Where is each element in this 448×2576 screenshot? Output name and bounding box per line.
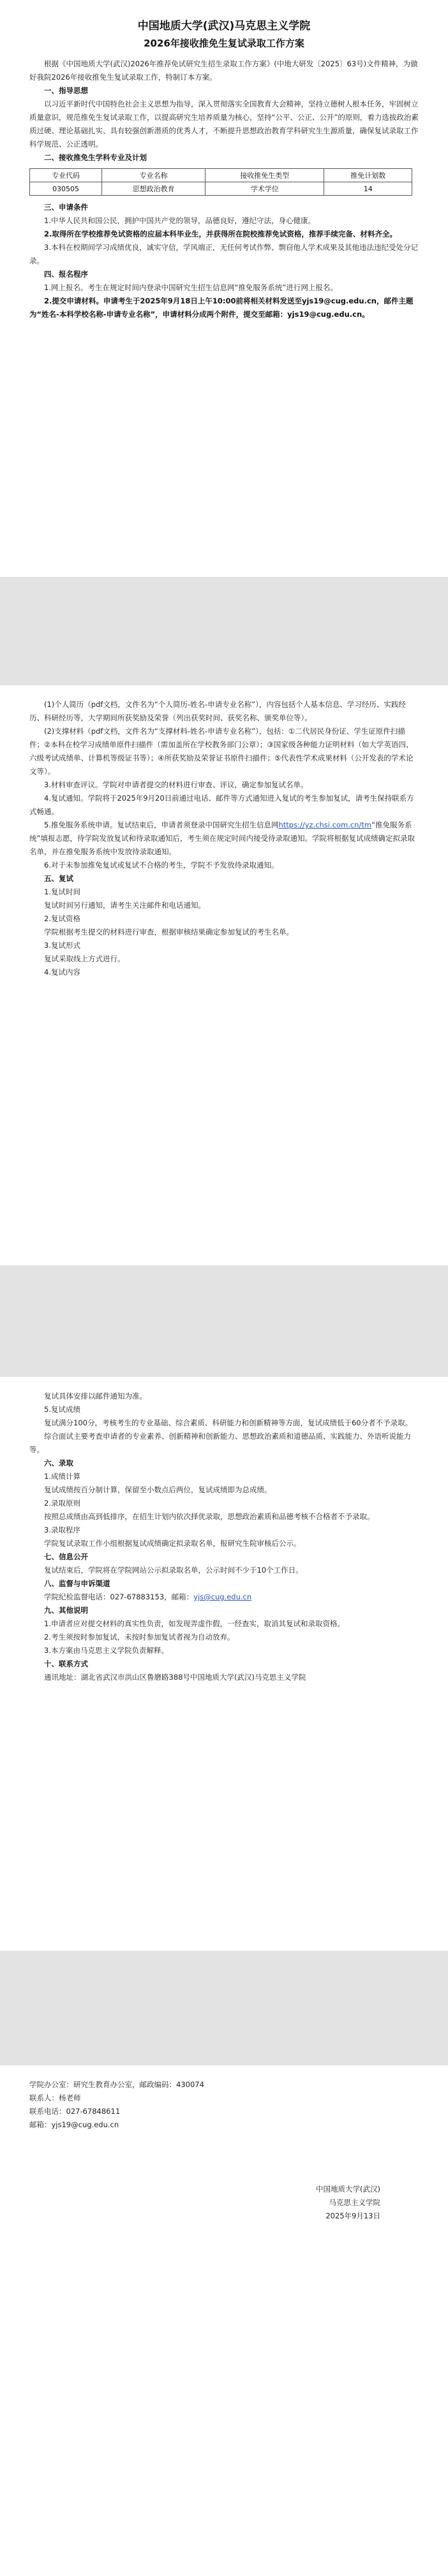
table-cell: 学术学位 [205, 182, 324, 196]
table-header-cell: 专业名称 [102, 169, 205, 182]
subheading-exam-content: 4.复试内容 [44, 968, 80, 977]
document-subtitle: 2026年接收推免生复试录取工作方案 [144, 38, 304, 49]
enrollment-plan-table [29, 168, 412, 196]
subheading-admission-procedure: 3.录取程序 [44, 1525, 80, 1534]
chsi-link[interactable]: https://yz.chsi.com.cn/tm [278, 820, 372, 829]
section-4-item-4: (2)支撑材料（pdf文档，文件名为“支撑材料-姓名-申请专业名称”），包括：①二代居民身份证、学生证原件扫描件；②本科在校学习成绩单原件扫描件（需加盖所在学校教务部门公章）；③国家级各种能力证明材料（如大学英语四、六级考试成绩单、计算机等级证书等）；④所获奖励及荣誉证书原件扫描件；⑤代表性学术成果材料（公开发表的学术论文等）。 [29, 727, 414, 776]
section-9-item-1: 1.申请者应对提交材料的真实性负责，如发现弄虚作假，一经查实，取消其复试和录取资格。 [44, 1619, 345, 1628]
table-header-cell: 推免计划数 [324, 169, 412, 182]
contact-office: 学院办公室：研究生教育办公室，邮政编码：430074 [29, 2080, 204, 2089]
subheading-exam-qualification: 2.复试资格 [44, 914, 80, 923]
subheading-exam-format: 3.复试形式 [44, 941, 80, 950]
admission-principle-body: 按照总成绩由高到低排序，在招生计划内依次择优录取，思想政治素质和品德考核不合格者不予录取。 [44, 1512, 375, 1521]
table-cell: 思想政治教育 [102, 182, 205, 196]
intro-paragraph: 根据《中国地质大学(武汉)2026年推荐免试研究生招生录取工作方案》(中地大研发〔2025〕63号)文件精神，为做好我院2026年接收推免生复试录取工作，特制订本方案。 [29, 59, 418, 82]
section-3-item-2: 2.取得所在学校推荐免试资格的应届本科毕业生，并获得所在院校推荐免试资格，推荐手续完备、材料齐全。 [44, 229, 397, 238]
subheading-score-calc: 1.成绩计算 [44, 1472, 80, 1481]
section-heading-3: 三、申请条件 [44, 203, 88, 212]
subheading-exam-score: 5.复试成绩 [44, 1405, 80, 1414]
table-header-row [30, 169, 412, 182]
page-gap [0, 577, 448, 685]
section-4-item-8: 6.对于未参加推免复试或复试不合格的考生，学院不予发放待录取通知。 [44, 861, 279, 870]
section-1-body: 以习近平新时代中国特色社会主义思想为指导，深入贯彻落实全国教育大会精神，坚持立德树人根本任务，牢固树立质量意识，规范推免生复试录取工作，以提高研究生培养质量为核心，坚持“公平、公正、公开”的原则，着力选拔政治素质过硬、理论基础扎实、具有较强创新潜质的优秀人才，不断提升思想政治教育学科研究生生源质量，确保复试录取工作科学规范、公正透明。 [29, 99, 419, 149]
page-gap [0, 1951, 448, 2065]
supervision-phone-text: 学院纪检监督电话：027-67883153，邮箱： [44, 1592, 194, 1601]
page-gap [0, 1265, 448, 1377]
section-heading-9: 九、其他说明 [44, 1606, 88, 1615]
exam-qualification-body: 学院根据考生提交的材料进行审查，根据审核结果确定参加复试的考生名单。 [44, 928, 294, 936]
exam-score-body: 复试满分100分，考核考生的专业基础、综合素质、科研能力和创新精神等方面，复试成绩低于60分者不予录取。 [44, 1418, 413, 1427]
exam-format-body: 复试采取线上方式进行。 [44, 954, 125, 963]
section-heading-8: 八、监督与申诉渠道 [44, 1579, 110, 1588]
contact-person: 联系人：杨老师 [29, 2093, 81, 2102]
table-cell: 14 [324, 182, 412, 196]
subheading-admission-principle: 2.录取原则 [44, 1499, 80, 1508]
document-page-4 [0, 2065, 448, 2576]
section-4-item-6: 4.复试通知。学院将于2025年9月20日前通过电话、邮件等方式通知进入复试的考生参加复试，请考生保持联系方式畅通。 [29, 794, 414, 816]
section-4-item-7 [29, 819, 419, 859]
table-header-cell: 接收推免生类型 [205, 169, 324, 182]
table-cell: 030505 [30, 182, 102, 196]
admission-procedure-body: 学院复试录取工作小组根据复试成绩确定拟录取名单，报研究生院审核后公示。 [44, 1539, 301, 1548]
section-heading-7: 七、信息公开 [44, 1552, 88, 1561]
exam-content-body: 复试具体安排以邮件通知为准。 [44, 1392, 147, 1401]
section-7-body: 复试结束后，学院将在学院网站公示拟录取名单，公示时间不少于10个工作日。 [44, 1566, 303, 1575]
contact-address: 通讯地址：湖北省武汉市洪山区鲁磨路388号中国地质大学(武汉)马克思主义学院 [44, 1673, 306, 1682]
section-8-body [29, 1590, 419, 1604]
section-9-item-3: 3.本方案由马克思主义学院负责解释。 [44, 1646, 168, 1655]
document-page-1 [0, 0, 448, 577]
supervision-email-link[interactable]: yjs@cug.edu.cn [193, 1592, 252, 1601]
section-heading-5: 五、复试 [44, 874, 73, 883]
section-4-item-7-text: 5.推免服务系统申请。复试结束后，申请者须登录中国研究生招生信息网 [44, 820, 279, 829]
document-title: 中国地质大学(武汉)马克思主义学院 [137, 20, 311, 33]
section-4-item-1: 1.网上报名。考生在规定时间内登录中国研究生招生信息网“推免服务系统”进行网上报名。 [44, 283, 338, 292]
exam-time-body: 复试时间另行通知，请考生关注邮件和电话通知。 [44, 901, 205, 910]
section-3-item-3: 3.本科在校期间学习成绩优良，诚实守信，学风端正，无任何考试作弊、剽窃他人学术成果及其他违法违纪受处分记录。 [29, 243, 418, 265]
signature-spacer [29, 2132, 419, 2183]
contact-phone: 联系电话：027-67848611 [29, 2107, 121, 2116]
section-heading-10: 十、联系方式 [44, 1659, 88, 1668]
section-4-item-3: (1)个人简历（pdf文档，文件名为“个人简历-姓名-申请专业名称”），内容包括个人基本信息、学习经历、实践经历、科研经历等，大学期间所获奖励及荣誉（列出获奖时间、获奖名称、颁奖单位等）。 [29, 700, 406, 722]
section-heading-4: 四、报名程序 [44, 270, 88, 279]
contact-email: 邮箱：yjs19@cug.edu.cn [29, 2120, 119, 2129]
section-4-item-7-text-2: “推免服务系统”填报志愿，待学院发放复试和待录取通知后，考生须在规定时间内接受待录取通知。学院将根据复试成绩确定拟录取名单，并在推免服务系统中发放待录取通知。 [29, 820, 415, 856]
score-calc-body: 复试成绩按百分制计算，保留至小数点后两位，复试成绩即为总成绩。 [44, 1485, 272, 1494]
section-9-item-2: 2.考生须按时参加复试，未按时参加复试者视为自动放弃。 [44, 1633, 235, 1641]
signature-date: 2025年9月13日 [325, 2211, 380, 2220]
document-page-2 [0, 685, 448, 1265]
section-4-item-5: 3.材料审查评议。学院对申请者提交的材料进行审查、评议，确定参加复试名单。 [44, 780, 308, 789]
subheading-exam-time: 1.复试时间 [44, 887, 80, 896]
table-header-cell: 专业代码 [30, 169, 102, 182]
interview-description: 综合面试主要考查申请者的专业素养、创新精神和创新能力、思想政治素质和道德品质、实践能力、外语听说能力等。 [29, 1432, 411, 1454]
signature-org-university: 中国地质大学(武汉) [316, 2185, 380, 2194]
section-heading-1: 一、指导思想 [44, 86, 88, 95]
section-heading-6: 六、录取 [44, 1459, 73, 1467]
section-heading-2: 二、接收推免生学科专业及计划 [44, 153, 147, 162]
table-row [30, 182, 412, 196]
document-page-3 [0, 1377, 448, 1951]
section-4-item-2: 2.提交申请材料。申请考生于2025年9月18日上午10:00前将相关材料发送至yjs19@cug.edu.cn，邮件主题为“姓名-本科学校名称-申请专业名称”，申请材料分成两个附件，提交至邮箱：yjs19@cug.edu.cn。 [29, 296, 414, 319]
signature-org-school: 马克思主义学院 [329, 2198, 380, 2207]
section-3-item-1: 1.中华人民共和国公民，拥护中国共产党的领导，品德良好，遵纪守法，身心健康。 [44, 216, 315, 225]
